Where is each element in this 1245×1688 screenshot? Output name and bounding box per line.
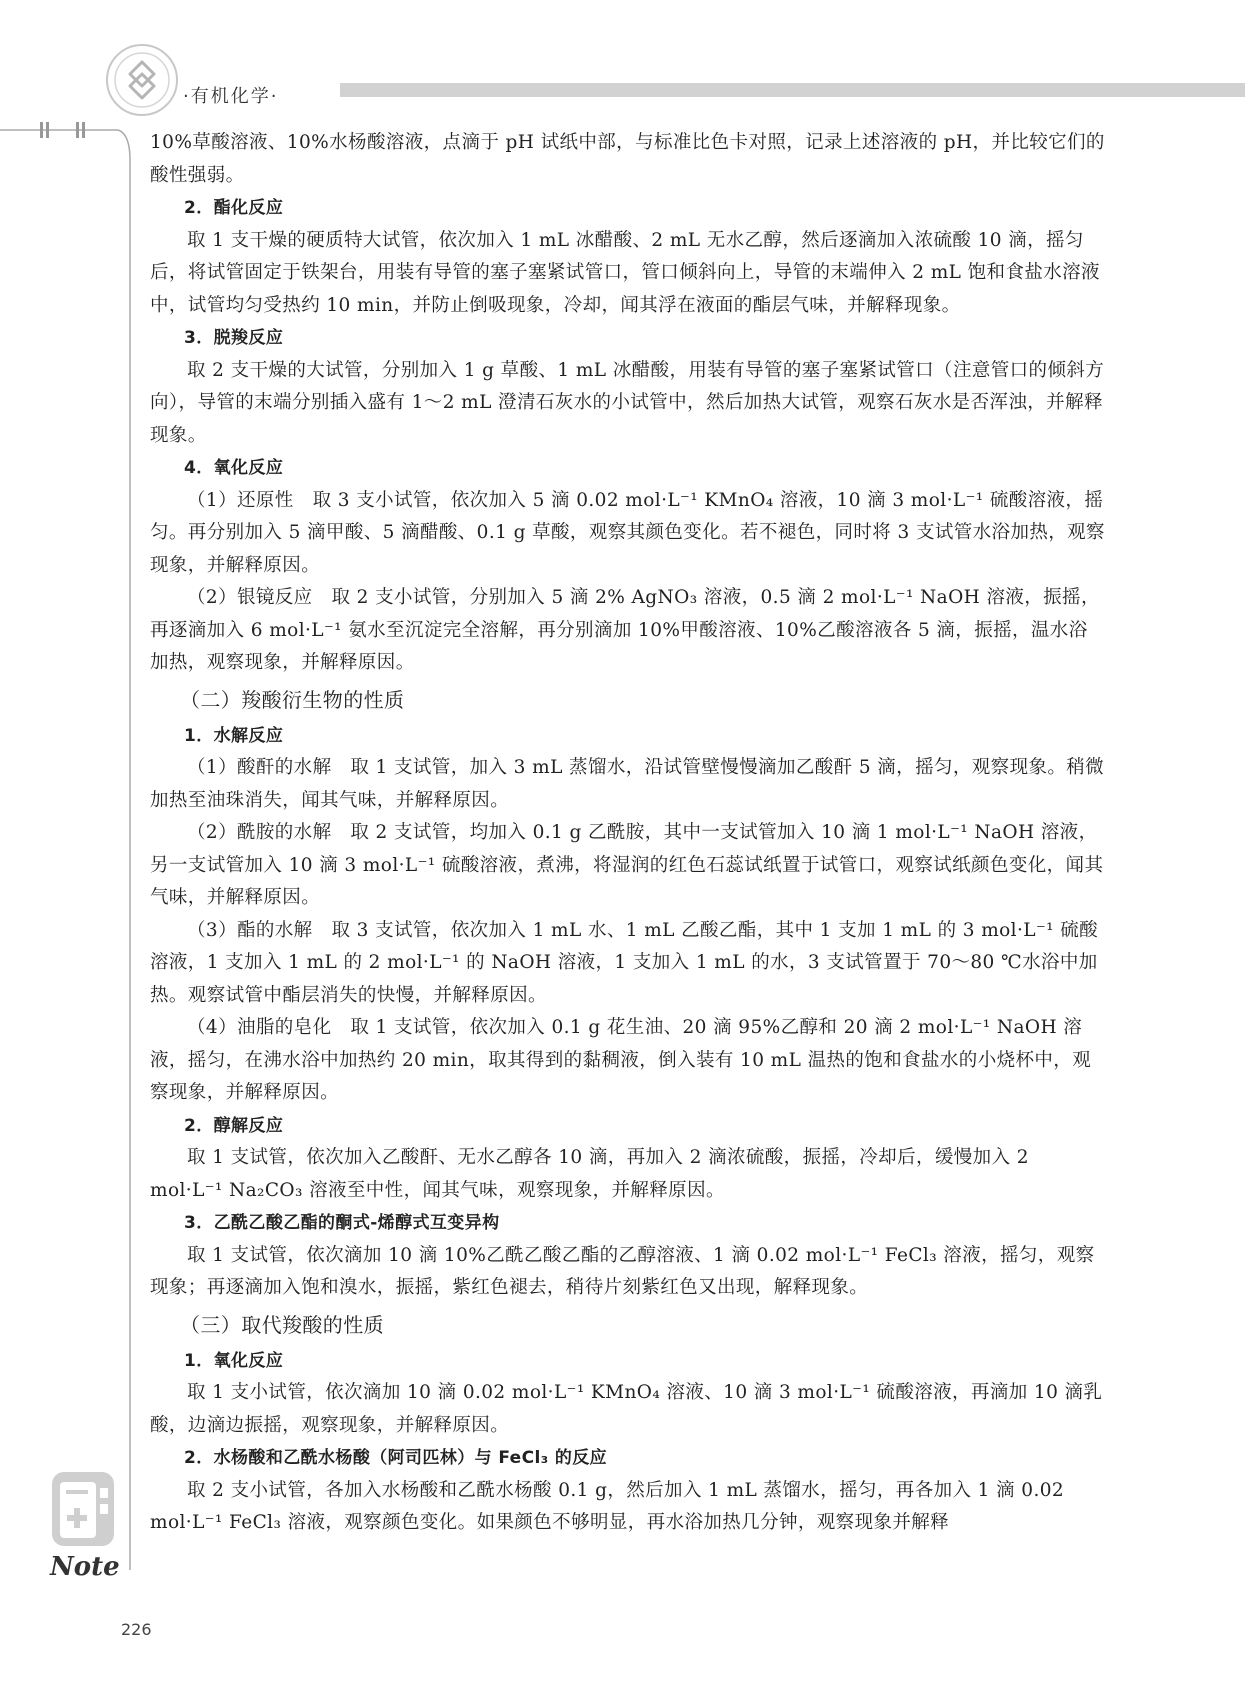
header-bar <box>340 83 1245 97</box>
body-paragraph: （1）酸酐的水解 取 1 支试管，加入 3 mL 蒸馏水，沿试管壁慢慢滴加乙酸酐 5 滴，摇匀，观察现象。稍微加热至油珠消失，闻其气味，并解释原因。 <box>150 757 1105 811</box>
section-heading: 1．水解反应 <box>184 725 284 746</box>
section-heading: 2．酯化反应 <box>184 198 284 218</box>
body-paragraph: 取 1 支小试管，依次滴加 10 滴 0.02 mol·L⁻¹ KMnO₄ 溶液、10 滴 3 mol·L⁻¹ 硫酸溶液，再滴加 10 滴乳酸，边滴边振摇，观察现象，并解释原因。 <box>150 1382 1103 1436</box>
body-paragraph: （3）酯的水解 取 3 支试管，依次加入 1 mL 水、1 mL 乙酸乙酯，其中 1 支加 1 mL 的 3 mol·L⁻¹ 硫酸溶液，1 支加入 1 mL 的 2 mol·L⁻¹ 的 NaOH 溶液，1 支加入 1 mL 的水，3 支试管置于 70～80 ℃水浴中加热。观察试管中酯层消失的快慢，并解释原因。 <box>150 919 1099 1006</box>
page-body <box>150 127 1105 1540</box>
body-paragraph: 取 1 支试管，依次加入乙酸酐、无水乙醇各 10 滴，再加入 2 滴浓硫酸，振摇，冷却后，缓慢加入 2 mol·L⁻¹ Na₂CO₃ 溶液至中性，闻其气味，观察现象，并解释原因。 <box>150 1147 1029 1201</box>
body-paragraph: （2）银镜反应 取 2 支小试管，分别加入 5 滴 2% AgNO₃ 溶液，0.5 滴 2 mol·L⁻¹ NaOH 溶液，振摇，再逐滴加入 6 mol·L⁻¹ 氨水至沉淀完全溶解，再分别滴加 10%甲酸溶液、10%乙酸溶液各 5 滴，振摇，温水浴加热，观察现象，并解释原因。 <box>150 587 1100 673</box>
chapter-subheading: （三）取代羧酸的性质 <box>180 1312 384 1337</box>
body-paragraph: （4）油脂的皂化 取 1 支试管，依次加入 0.1 g 花生油、20 滴 95%乙醇和 20 滴 2 mol·L⁻¹ NaOH 溶液，摇匀，在沸水浴中加热约 20 min，取其得到的黏稠液，倒入装有 10 mL 温热的饱和食盐水的小烧杯中，观察现象，并解释原因。 <box>150 1017 1092 1103</box>
section-heading: 4．氧化反应 <box>184 458 284 478</box>
section-heading: 2．水杨酸和乙酰水杨酸（阿司匹林）与 FeCl₃ 的反应 <box>184 1448 608 1468</box>
margin-decoration <box>0 120 150 1580</box>
chapter-subheading: （二）羧酸衍生物的性质 <box>180 687 405 712</box>
body-paragraph: 取 2 支干燥的大试管，分别加入 1 g 草酸、1 mL 冰醋酸，用装有导管的塞子塞紧试管口（注意管口的倾斜方向），导管的末端分别插入盛有 1～2 mL 澄清石灰水的小试管中，然后加热大试管，观察石灰水是否浑浊，并解释现象。 <box>150 359 1105 446</box>
body-paragraph: 取 2 支小试管，各加入水杨酸和乙酰水杨酸 0.1 g，然后加入 1 mL 蒸馏水，摇匀，再各加入 1 滴 0.02 mol·L⁻¹ FeCl₃ 溶液，观察颜色变化。如果颜色不够明显，再水浴加热几分钟，观察现象并解释 <box>150 1479 1065 1533</box>
running-header-title: ·有机化学· <box>183 86 279 107</box>
section-heading: 1．氧化反应 <box>184 1350 284 1371</box>
body-paragraph: 取 1 支试管，依次滴加 10 滴 10%乙酰乙酸乙酯的乙醇溶液、1 滴 0.02 mol·L⁻¹ FeCl₃ 溶液，摇匀，观察现象；再逐滴加入饱和溴水，振摇，紫红色褪去，稍待片刻紫红色又出现，解释现象。 <box>150 1244 1095 1298</box>
body-paragraph: （2）酰胺的水解 取 2 支试管，均加入 0.1 g 乙酰胺，其中一支试管加入 10 滴 1 mol·L⁻¹ NaOH 溶液，另一支试管加入 10 滴 3 mol·L⁻¹ 硫酸溶液，煮沸，将湿润的红色石蕊试纸置于试管口，观察试纸颜色变化，闻其气味，并解释原因。 <box>150 822 1104 908</box>
page-number: 226 <box>121 1620 152 1639</box>
section-heading: 2．醇解反应 <box>184 1115 284 1136</box>
body-paragraph: 取 1 支干燥的硬质特大试管，依次加入 1 mL 冰醋酸、2 mL 无水乙醇，然后逐滴加入浓硫酸 10 滴，摇匀后，将试管固定于铁架台，用装有导管的塞子塞紧试管口，管口倾斜向上，导管的末端伸入 2 mL 饱和食盐水溶液中，试管均匀受热约 10 min，并防止倒吸现象，冷却，闻其浮在液面的酯层气味，并解释现象。 <box>150 229 1100 316</box>
body-paragraph: （1）还原性 取 3 支小试管，依次加入 5 滴 0.02 mol·L⁻¹ KMnO₄ 溶液，10 滴 3 mol·L⁻¹ 硫酸溶液，摇匀。再分别加入 5 滴甲酸、5 滴醋酸、0.1 g 草酸，观察其颜色变化。若不褪色，同时将 3 支试管水浴加热，观察现象，并解释原因。 <box>150 489 1105 576</box>
body-paragraph: 10%草酸溶液、10%水杨酸溶液，点滴于 pH 试纸中部，与标准比色卡对照，记录上述溶液的 pH，并比较它们的酸性强弱。 <box>150 132 1105 186</box>
note-clipboard-icon <box>48 1468 120 1552</box>
note-label: Note <box>50 1552 120 1582</box>
section-heading: 3．脱羧反应 <box>184 328 284 348</box>
section-heading: 3．乙酰乙酸乙酯的酮式-烯醇式互变异构 <box>184 1213 500 1233</box>
diamond-knot-logo <box>104 42 180 118</box>
